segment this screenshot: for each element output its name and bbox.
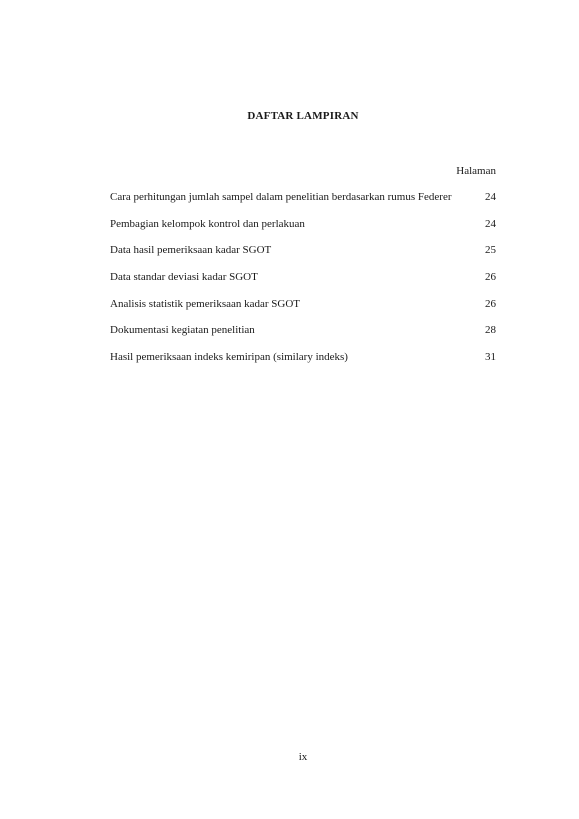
entry-page-number: 31 — [485, 351, 496, 364]
entry-title: Pembagian kelompok kontrol dan perlakuan — [110, 217, 305, 230]
entry-title: Data standar deviasi kadar SGOT — [110, 271, 258, 284]
list-item — [110, 191, 496, 218]
list-item — [110, 218, 496, 245]
entry-title: Data hasil pemeriksaan kadar SGOT — [110, 244, 272, 257]
entry-page-number: 26 — [485, 297, 496, 310]
entry-page-number: 24 — [485, 217, 496, 230]
appendix-list — [110, 191, 496, 378]
page-column-header: Halaman — [456, 165, 496, 177]
entry-title: Dokumentasi kegiatan penelitian — [110, 324, 255, 337]
list-item — [110, 271, 496, 298]
entry-title: Cara perhitungan jumlah sampel dalam penelitian berdasarkan rumus Federer — [110, 191, 452, 203]
list-item — [110, 324, 496, 351]
entry-title: Hasil pemeriksaan indeks kemiripan (similary indeks) — [110, 351, 348, 364]
list-item — [110, 298, 496, 325]
list-item — [110, 244, 496, 271]
entry-title: Analisis statistik pemeriksaan kadar SGOT — [110, 297, 301, 310]
page-title: DAFTAR LAMPIRAN — [247, 110, 359, 122]
entry-page-number: 25 — [485, 244, 496, 257]
entry-page-number: 28 — [485, 324, 496, 337]
entry-page-number: 26 — [485, 271, 496, 284]
entry-page-number: 24 — [485, 191, 496, 203]
list-item — [110, 351, 496, 378]
page-number: ix — [298, 751, 308, 763]
